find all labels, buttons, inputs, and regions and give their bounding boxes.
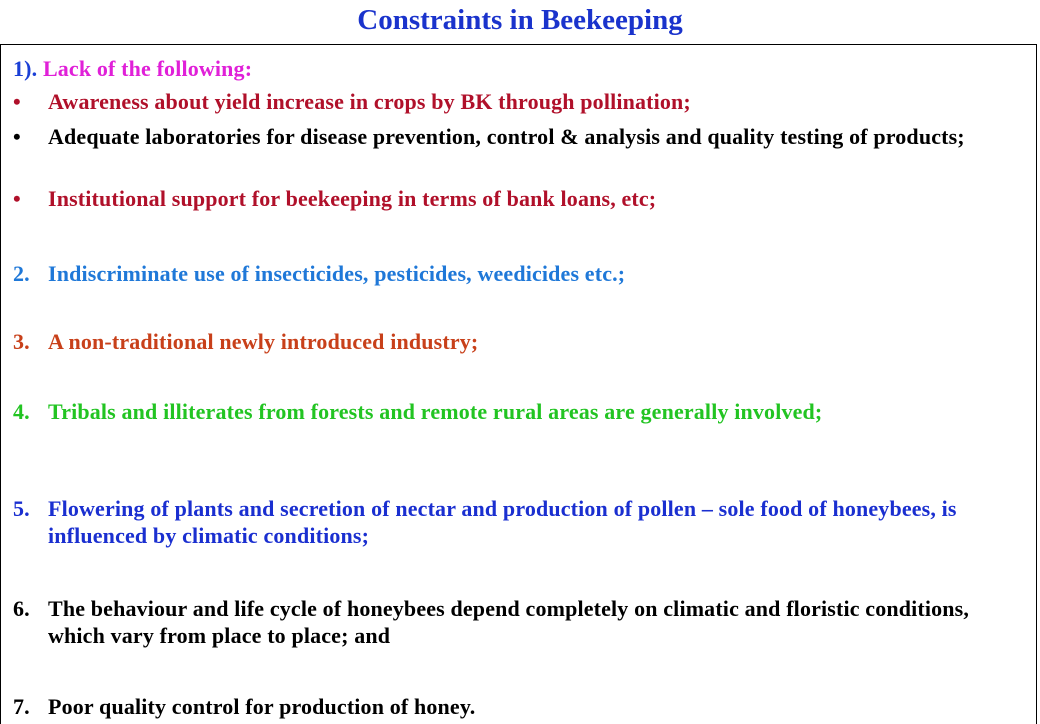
item-text: Poor quality control for production of honey.	[48, 694, 476, 719]
numbered-item	[13, 398, 1028, 425]
numbered-item	[13, 495, 1028, 549]
bullet-marker: •	[13, 124, 21, 149]
bullet-item	[13, 123, 1028, 150]
numbered-item	[13, 328, 1028, 355]
bullet-marker: •	[13, 186, 21, 211]
item-number: 5.	[13, 496, 30, 521]
bullet-text: Awareness about yield increase in crops by BK through pollination;	[48, 89, 691, 114]
numbered-item	[13, 260, 1028, 287]
item-number: 7.	[13, 694, 30, 719]
bullet-text: Institutional support for beekeeping in terms of bank loans, etc;	[48, 186, 657, 211]
bullet-text: Adequate laboratories for disease prevention, control & analysis and quality testing of products;	[48, 124, 965, 149]
bullet-item	[13, 88, 1028, 115]
section-heading-text: Lack of the following:	[42, 56, 253, 81]
item-number: 3.	[13, 329, 30, 354]
bullet-marker: •	[13, 89, 21, 114]
item-number: 2.	[13, 261, 30, 286]
item-text: Flowering of plants and secretion of nectar and production of pollen – sole food of honeybees, is influenced by climatic conditions;	[48, 496, 957, 548]
bullet-item	[13, 185, 1028, 212]
section-number: 1).	[13, 56, 38, 81]
item-text: Indiscriminate use of insecticides, pesticides, weedicides etc.;	[48, 261, 626, 286]
slide-title: Constraints in Beekeeping	[357, 4, 683, 36]
numbered-item	[13, 595, 1028, 649]
item-text: Tribals and illiterates from forests and remote rural areas are generally involved;	[48, 399, 823, 424]
item-text: The behaviour and life cycle of honeybees depend completely on climatic and floristic conditions, which vary from place to place; and	[48, 596, 970, 648]
item-number: 6.	[13, 596, 30, 621]
numbered-item	[13, 693, 1028, 720]
content-box	[0, 44, 1037, 724]
item-number: 4.	[13, 399, 30, 424]
item-text: A non-traditional newly introduced industry;	[48, 329, 479, 354]
section-heading	[13, 55, 1028, 82]
